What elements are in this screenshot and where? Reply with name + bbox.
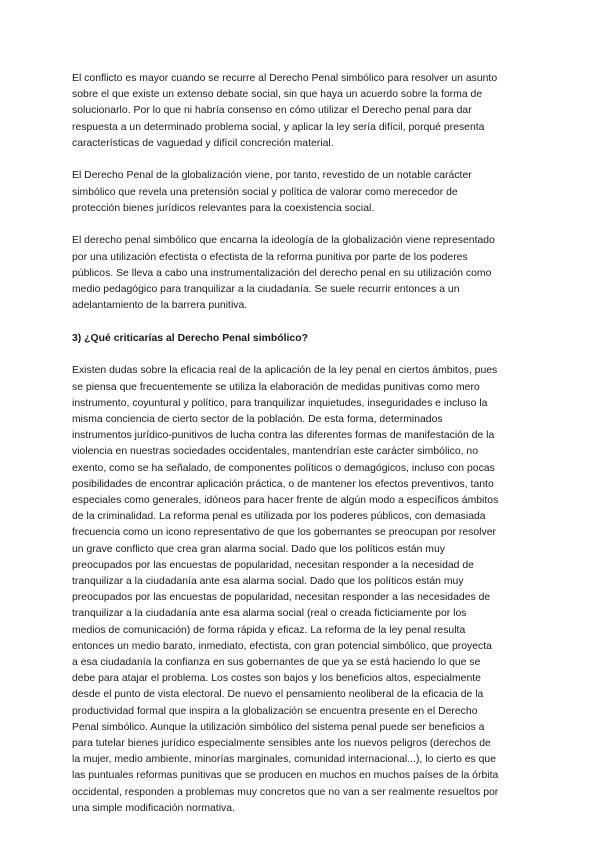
paragraph-criticas xyxy=(72,363,530,817)
section-heading xyxy=(72,331,530,347)
text-line: una simple modificación normativa. xyxy=(72,802,235,814)
text-line: preocupados por las encuestas de popularidad, necesitan responder a la necesidad de xyxy=(72,559,474,571)
text-line: posibilidades de encontrar aplicación práctica, o de mantener los efectos preventivos, tanto xyxy=(72,478,494,490)
text-line: a esa ciudadanía la confianza en sus gobernantes de que ya se está haciendo lo que se xyxy=(72,657,481,669)
text-line: medios de comunicación) de forma rápida y eficaz. La reforma de la ley penal resulta xyxy=(72,624,466,636)
text-line: frecuencia como un icono representativo de que los gobernantes se preocupan por resolver xyxy=(72,527,496,539)
text-line: se piensa que frecuentemente se utiliza la elaboración de medidas punitivas como mero xyxy=(72,381,480,393)
text-line: la mujer, medio ambiente, minorías marginales, comunidad internacional...), lo cierto es que xyxy=(72,754,497,766)
text-line: por una utilización efectista o efectista de la reforma punitiva por parte de los poderes xyxy=(72,251,468,263)
text-line: tranquilizar a la ciudadanía ante esa alarma social. Dado que los políticos están muy xyxy=(72,576,464,588)
text-line: simbólico que revela una pretensión social y política de valorar como merecedor de xyxy=(72,186,458,198)
paragraph-simbolico xyxy=(72,233,530,314)
text-line: protección bienes jurídicos relevantes para la coexistencia social. xyxy=(72,202,375,214)
text-line: de la criminalidad. La reforma penal es utilizada por los poderes públicos, con demasiada xyxy=(72,511,486,523)
text-line: El Derecho Penal de la globalización viene, por tanto, revestido de un notable carácter xyxy=(72,170,472,182)
text-line: adelantamiento de la barrera punitiva. xyxy=(72,300,248,312)
text-line: entonces un medio barato, inmediato, efectista, con gran potencial simbólico, que proyecta xyxy=(72,640,492,652)
text-line: las puntuales reformas punitivas que se producen en muchos en muchos países de la órbita xyxy=(72,770,499,782)
paragraph-globalizacion xyxy=(72,168,530,217)
paragraph-conflicto xyxy=(72,71,530,152)
text-line: El derecho penal simbólico que encarna la ideología de la globalización viene representado xyxy=(72,235,495,247)
text-line: debe para atajar el problema. Los costes son bajos y los beneficios altos, especialmente xyxy=(72,673,481,685)
text-line: sobre el que existe un extenso debate social, sin que haya un acuerdo sobre la forma de xyxy=(72,89,483,101)
text-line: productividad formal que inspira a la globalización se encuentra presente en el Derecho xyxy=(72,705,478,717)
text-line: El conflicto es mayor cuando se recurre al Derecho Penal simbólico para resolver un asunto xyxy=(72,73,498,84)
text-line: medio pedagógico para tranquilizar a la ciudadanía. Se suele recurrir entonces a un xyxy=(72,284,460,296)
text-line: desde el punto de vista electoral. De nuevo el pensamiento neoliberal de la eficacia de la xyxy=(72,689,484,701)
text-line: instrumentos jurídico-punitivos de lucha contra las diferentes formas de manifestación de la xyxy=(72,430,495,442)
text-line: características de vaguedad y difícil concreción material. xyxy=(72,137,334,149)
text-line: especiales como generales, idóneos para hacer frente de algún modo a específicos ámbitos xyxy=(72,495,499,507)
text-line: públicos. Se lleva a cabo una instrumentalización del derecho penal en su utilización como xyxy=(72,267,492,279)
text-line: instrumento, coyuntural y político, para tranquilizar inquietudes, inseguridades e incluso la xyxy=(72,397,488,409)
heading-text: 3) ¿Qué criticarías al Derecho Penal simbólico? xyxy=(72,332,308,344)
text-line: occidental, responden a problemas muy concretos que no van a ser realmente resueltos por xyxy=(72,786,499,798)
text-line: solucionarlo. Por lo que ni habría consenso en cómo utilizar el Derecho penal para dar xyxy=(72,105,472,117)
text-line: misma conciencia de cierto sector de la población. De esta forma, determinados xyxy=(72,414,443,426)
text-line: respuesta a un determinado problema social, y aplicar la ley sería difícil, porqué presenta xyxy=(72,121,485,133)
document-page xyxy=(72,71,530,833)
text-line: tranquilizar a la ciudadanía ante esa alarma social (real o creada ficticiamente por los xyxy=(72,608,467,620)
text-line: preocupados por las encuestas de popularidad, necesitan responder a las necesidades de xyxy=(72,592,491,604)
text-line: para tutelar bienes jurídico especialmente sensibles ante los nuevos peligros (derechos de xyxy=(72,738,491,750)
text-line: Existen dudas sobre la eficacia real de la aplicación de la ley penal en ciertos ámbitos, pues xyxy=(72,365,498,377)
text-line: violencia en nuestras sociedades occidentales, mantendrían este carácter simbólico, no xyxy=(72,446,479,458)
text-line: Penal simbólico. Aunque la utilización simbólico del sistema penal puede ser beneficios a xyxy=(72,721,485,733)
text-line: un grave conflicto que crea gran alarma social. Dado que los políticos están muy xyxy=(72,543,445,555)
text-line: exento, como se ha señalado, de componentes políticos o demagógicos, incluso con pocas xyxy=(72,462,495,474)
